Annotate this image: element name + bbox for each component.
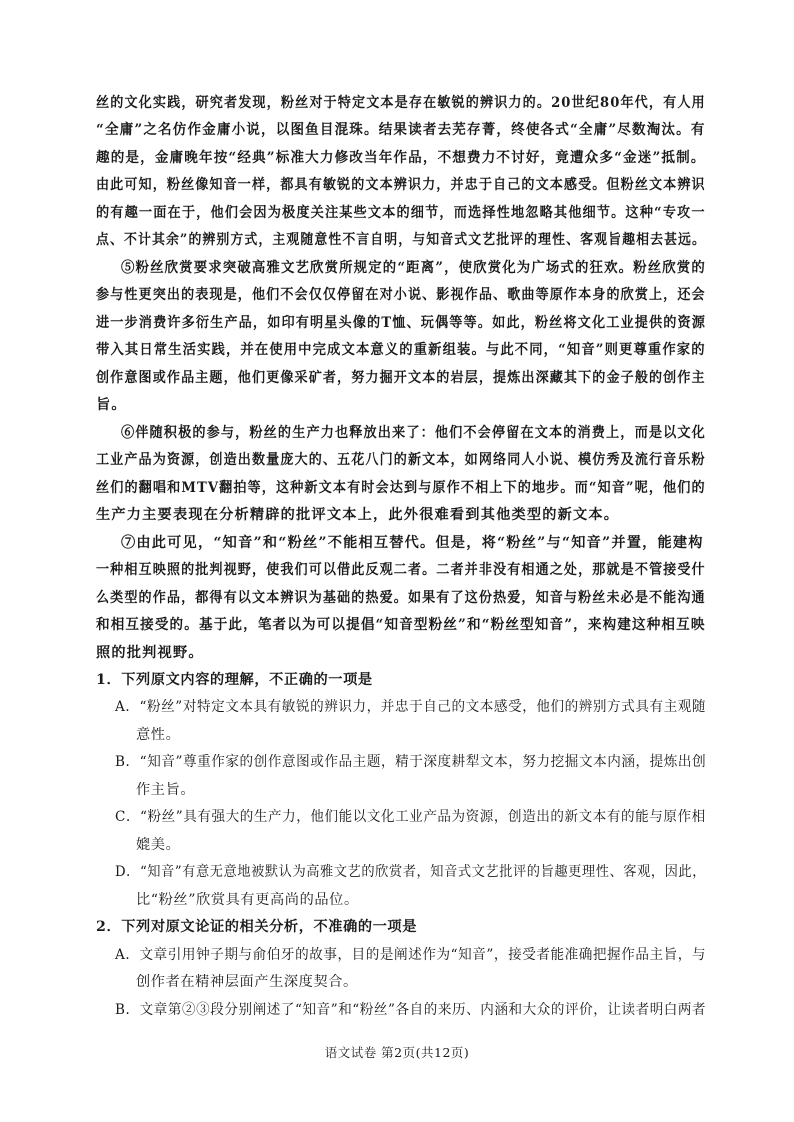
page-footer: 语文试卷 第2页(共12页) bbox=[324, 1045, 470, 1060]
passage-line: 丝的文化实践，研究者发现，粉丝对于特定文本是存在敏锐的辨识力的。20世纪80年代，有人用 bbox=[96, 95, 706, 111]
passage-line: 丝们的翻唱和MTV翻拍等，这种新文本有时会达到与原作不相上下的地步。而“知音”呢，他们的 bbox=[96, 480, 706, 496]
question-1-option-c: C．“粉丝”具有强大的生产力，他们能以文化工业产品为资源，创造出的新文本有的能与原作相 bbox=[115, 809, 706, 825]
question-1-option-a: A．“粉丝”对特定文本具有敏锐的辨识力，并忠于自己的文本感受，他们的辨别方式具有主观随 bbox=[115, 699, 707, 715]
passage-line: 生产力主要表现在分析精辟的批评文本上，此外很难看到其他类型的新文本。 bbox=[96, 507, 620, 523]
passage-line: 工业产品为资源，创造出数量庞大的、五花八门的新文本，如网络同人小说、模仿秀及流行音乐粉 bbox=[96, 452, 706, 468]
question-2-stem: 2．下列对原文论证的相关分析，不准确的一项是 bbox=[96, 919, 418, 935]
passage-line: 趣的是，金庸晚年按“经典”标准大力修改当年作品，不想费力不讨好，竟遭众多“金迷”抵制。 bbox=[96, 150, 706, 166]
paragraph-6-start: ⑥伴随积极的参与，粉丝的生产力也释放出来了：他们不会停留在文本的消费上，而是以文化 bbox=[121, 425, 706, 441]
question-1-option-d: D．“知音”有意无意地被默认为高雅文艺的欣赏者，知音式文艺批评的旨趣更理性、客观，因此， bbox=[115, 864, 707, 880]
paragraph-5-start: ⑤粉丝欣赏要求突破高雅文艺欣赏所规定的“距离”，使欣赏化为广场式的狂欢。粉丝欣赏的 bbox=[121, 260, 706, 276]
option-continuation: 比“粉丝”欣赏具有更高尚的品位。 bbox=[136, 892, 359, 908]
paragraph-7-start: ⑦由此可见，“知音”和“粉丝”不能相互替代。但是，将“粉丝”与“知音”并置，能建构 bbox=[121, 535, 704, 551]
passage-line: 么类型的作品，都得有以文本辨识为基础的热爱。如果有了这份热爱，知音与粉丝未必是不能沟通 bbox=[96, 590, 706, 606]
option-continuation: 作主旨。 bbox=[136, 782, 196, 798]
passage-line: 由此可知，粉丝像知音一样，都具有敏锐的文本辨识力，并忠于自己的文本感受。但粉丝文本辨识 bbox=[96, 177, 706, 193]
question-1-stem: 1．下列原文内容的理解，不正确的一项是 bbox=[96, 672, 373, 688]
passage-line: 参与性更突出的表现是，他们不会仅仅停留在对小说、影视作品、歌曲等原作本身的欣赏上，还会 bbox=[96, 287, 706, 303]
passage-line: 照的批判视野。 bbox=[96, 645, 204, 661]
question-2-option-a: A．文章引用钟子期与俞伯牙的故事，目的是阐述作为“知音”，接受者能准确把握作品主旨，与 bbox=[115, 947, 707, 963]
passage-line: 创作意图或作品主题，他们更像采矿者，努力掘开文本的岩层，提炼出深藏其下的金子般的创作主 bbox=[96, 370, 706, 386]
question-1-option-b: B．“知音”尊重作家的创作意图或作品主题，精于深度耕犁文本，努力挖掘文本内涵，提炼出创 bbox=[115, 754, 707, 770]
question-2-option-b: B．文章第②③段分别阐述了“知音”和“粉丝”各自的来历、内涵和大众的评价，让读者明白两者 bbox=[115, 1002, 707, 1018]
passage-line: 点、不计其余”的辨别方式，主观随意性不言自明，与知音式文艺批评的理性、客观旨趣相去甚远。 bbox=[96, 232, 707, 248]
passage-line: 进一步消费许多衍生产品，如印有明星头像的T恤、玩偶等等。如此，粉丝将文化工业提供的资源 bbox=[96, 315, 707, 331]
passage-line: 和相互接受的。基于此，笔者以为可以提倡“知音型粉丝”和“粉丝型知音”，来构建这种相互映 bbox=[96, 617, 706, 633]
passage-line: 带入其日常生活实践，并在使用中完成文本意义的重新组装。与此不同，“知音”则更尊重作家的 bbox=[96, 342, 706, 358]
passage-line: 一种相互映照的批判视野，使我们可以借此反观二者。二者并非没有相通之处，那就是不管接受什 bbox=[96, 562, 706, 578]
option-continuation: 意性。 bbox=[136, 727, 181, 743]
option-continuation: 创作者在精神层面产生深度契合。 bbox=[136, 974, 358, 990]
option-continuation: 媲美。 bbox=[136, 837, 181, 853]
passage-line: “全庸”之名仿作金庸小说，以图鱼目混珠。结果读者去芜存菁，终使各式“全庸”尽数淘汰。有 bbox=[96, 122, 706, 138]
passage-line: 旨。 bbox=[96, 397, 127, 413]
passage-line: 的有趣一面在于，他们会因为极度关注某些文本的细节，而选择性地忽略其他细节。这种“专攻一 bbox=[96, 205, 706, 221]
